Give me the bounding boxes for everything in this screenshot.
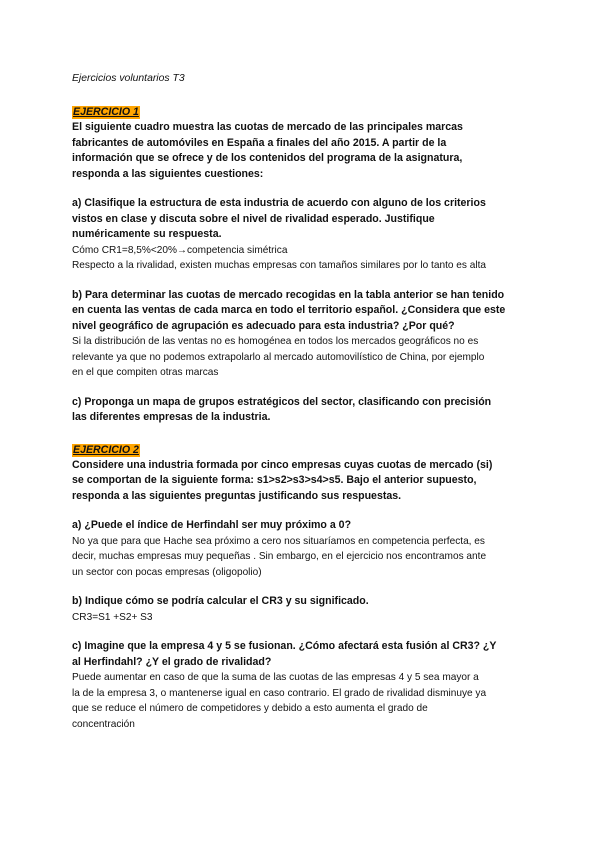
answer-1b-line: relevante ya que no podemos extrapolarlo al mercado automovilístico de China, por ejemplo [72, 351, 485, 363]
answer-2a-line: decir, muchas empresas muy pequeñas . Sin embargo, en el ejercicio nos encontramos ante [72, 551, 487, 562]
document-title: Ejercicios voluntarios T3 [72, 73, 185, 84]
answer-2c-line: concentración [72, 718, 135, 730]
question-1b-line: nivel geográfico de agrupación es adecuado para esta industria? ¿Por qué? [72, 319, 455, 332]
question-1a-line: a) Clasifique la estructura de esta industria de acuerdo con alguno de los criterios [72, 197, 486, 209]
document-page [72, 72, 532, 732]
answer-1a-line: Cómo CR1=8,5%<20%→competencia simétrica [72, 244, 288, 256]
answer-2c-line: la de la empresa 3, o mantenerse igual en caso contrario. El grado de rivalidad disminuye ya [72, 687, 487, 699]
question-1b-line: en cuenta las ventas de cada marca en todo el territorio español. ¿Considera que este [72, 304, 506, 316]
exercise-2-intro-line: se comportan de la siguiente forma: s1>s2>s3>s4>s5. Bajo el anterior supuesto, [72, 474, 477, 486]
exercise-1-intro-line: responda a las siguientes cuestiones: [72, 167, 264, 180]
exercise-1-heading: EJERCICIO 1 [73, 106, 139, 118]
exercise-1-intro-line: información que se ofrece y de los contenidos del programa de la asignatura, [72, 152, 463, 164]
answer-2a-line: No ya que para que Hache sea próximo a cero nos situaríamos en competencia perfecta, es [72, 535, 485, 547]
answer-2a-line: un sector con pocas empresas (oligopolio) [72, 566, 262, 578]
exercise-2-heading: EJERCICIO 2 [73, 443, 139, 456]
question-1c-line: c) Proponga un mapa de grupos estratégicos del sector, clasificando con precisión [72, 395, 492, 408]
question-2a-line: a) ¿Puede el índice de Herfindahl ser muy próximo a 0? [72, 519, 352, 531]
answer-2c-line: Puede aumentar en caso de que la suma de las cuotas de las empresas 4 y 5 sea mayor a [72, 672, 479, 683]
question-1c-line: las diferentes empresas de la industria. [72, 411, 271, 423]
answer-1b-line: Si la distribución de las ventas no es homogénea en todos los mercados geográficos no es [72, 336, 479, 347]
exercise-2-intro-line: responda a las siguientes preguntas justificando sus respuestas. [72, 489, 402, 502]
question-1a-line: numéricamente su respuesta. [72, 228, 222, 240]
question-2c-line: al Herfindahl? ¿Y el grado de rivalidad? [72, 655, 272, 668]
question-1b-line: b) Para determinar las cuotas de mercado recogidas en la tabla anterior se han tenido [72, 288, 505, 301]
exercise-2-intro-line: Considere una industria formada por cinco empresas cuyas cuotas de mercado (si) [72, 458, 493, 471]
question-2b-line: b) Indique cómo se podría calcular el CR3 y su significado. [72, 595, 369, 607]
answer-1b-line: en el que compiten otras marcas [72, 367, 219, 378]
exercise-1 [72, 102, 532, 426]
exercise-1-intro-line: El siguiente cuadro muestra las cuotas de mercado de las principales marcas [72, 121, 463, 133]
answer-2c-line: que se reduce el número de competidores y debido a esto aumenta el grado de [72, 703, 428, 714]
question-1a-line: vistos en clase y discuta sobre el nivel de rivalidad esperado. Justifique [72, 212, 435, 225]
answer-2b-line: CR3=S1 +S2+ S3 [72, 611, 153, 623]
answer-1a-line: Respecto a la rivalidad, existen muchas empresas con tamaños similares por lo tanto es alta [72, 260, 487, 271]
question-2c-line: c) Imagine que la empresa 4 y 5 se fusionan. ¿Cómo afectará esta fusión al CR3? ¿Y [72, 640, 497, 652]
exercise-2 [72, 440, 532, 733]
exercise-1-intro-line: fabricantes de automóviles en España a finales del año 2015. A partir de la [72, 136, 447, 149]
